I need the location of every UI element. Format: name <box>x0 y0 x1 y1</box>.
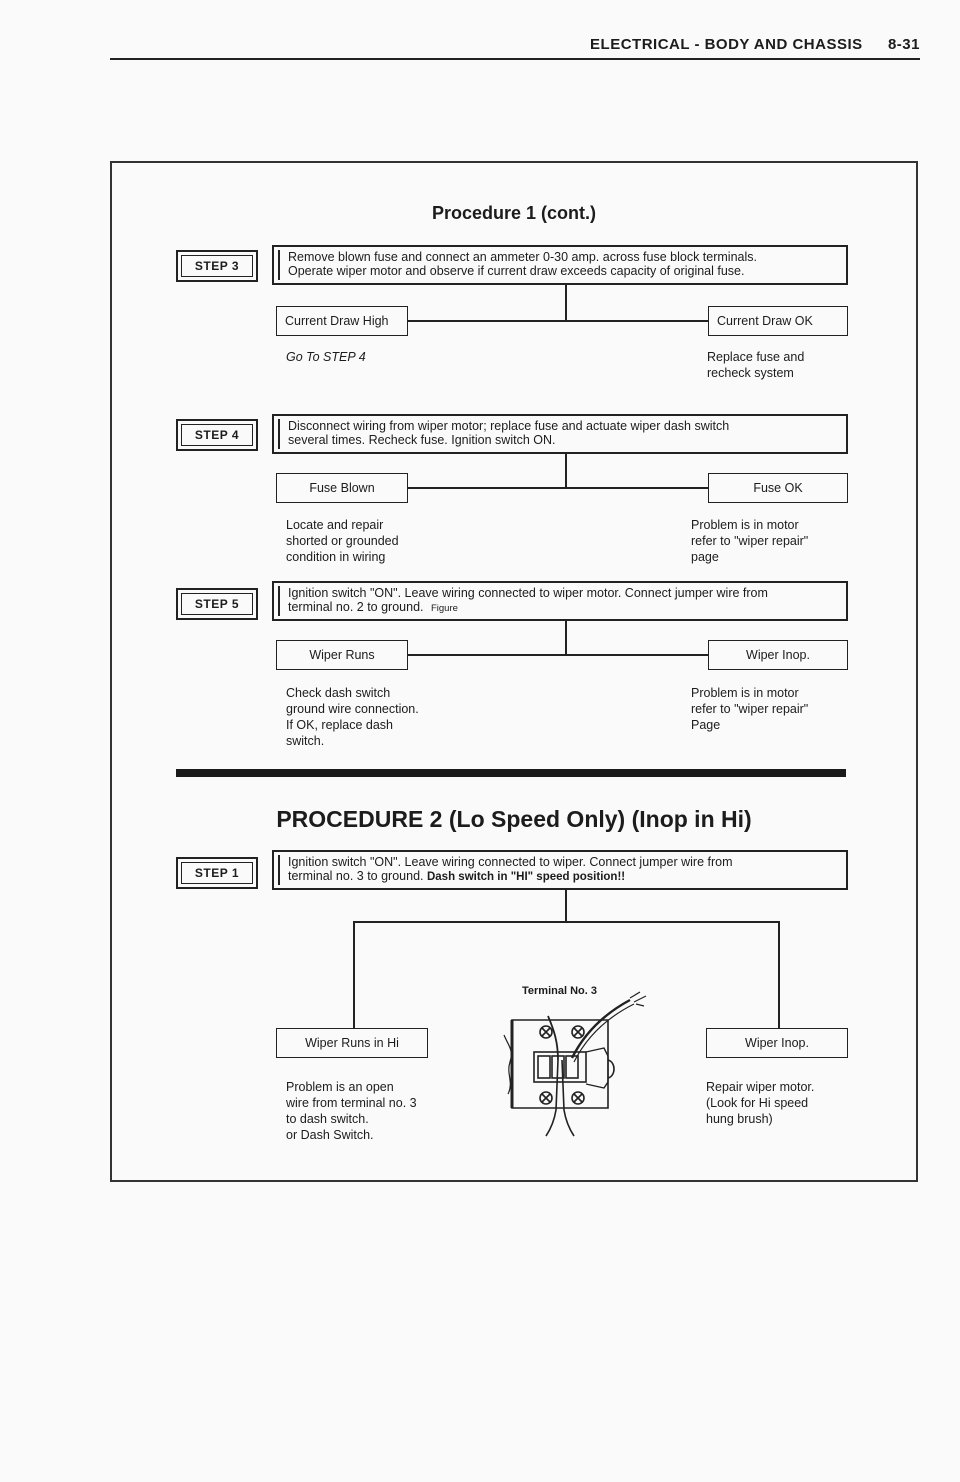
step-5-instruction-line-2: terminal no. 2 to ground. <box>288 600 424 614</box>
step-5-badge <box>176 588 258 620</box>
proc-2-connector-right-drop <box>778 921 780 1029</box>
proc-2-step-1-instruction-emphasis: Dash switch in "HI" speed position!! <box>426 871 626 883</box>
proc-2-step-1-instruction-line-1: Ignition switch "ON". Leave wiring connected to wiper. Connect jumper wire from <box>288 855 733 869</box>
step-3-connector-vertical <box>565 285 567 321</box>
step-4-instruction-line-1: Disconnect wiring from wiper motor; replace fuse and actuate wiper dash switch <box>288 419 730 433</box>
proc-2-connector-vertical <box>565 890 567 922</box>
proc-2-right-result <box>706 1028 848 1058</box>
step-5-right-note: Problem is in motor refer to "wiper repair" Page <box>691 686 809 732</box>
proc-2-connector-horizontal <box>353 921 780 923</box>
step-5-connector-horizontal <box>408 654 708 656</box>
step-4-connector-vertical <box>565 454 567 488</box>
step-3-right-result <box>708 306 848 336</box>
header-title: ELECTRICAL - BODY AND CHASSIS <box>590 36 863 53</box>
step-4-label: STEP 4 <box>181 424 253 446</box>
proc-2-right-result-label: Wiper Inop. <box>745 1036 809 1050</box>
step-4-left-note: Locate and repair shorted or grounded condition in wiring <box>286 518 399 564</box>
step-5-left-result <box>276 640 408 670</box>
procedure-1-title: Procedure 1 (cont.) <box>431 203 597 223</box>
step-4-right-note: Problem is in motor refer to "wiper repair" page <box>691 518 809 564</box>
proc-2-left-result-label: Wiper Runs in Hi <box>305 1036 399 1050</box>
step-4-right-result <box>708 473 848 503</box>
step-5-left-note: Check dash switch ground wire connection. If OK, replace dash switch. <box>286 686 419 748</box>
step-5-right-result-label: Wiper Inop. <box>746 648 810 662</box>
proc-2-step-1-instruction-line-2: terminal no. 3 to ground. <box>288 869 424 883</box>
proc-2-connector-left-drop <box>353 921 355 1029</box>
step-3-right-result-label: Current Draw OK <box>717 314 813 328</box>
step-4-instruction-line-2: several times. Recheck fuse. Ignition switch ON. <box>288 433 556 447</box>
step-5-instruction-line-2-wrap <box>288 600 830 616</box>
proc-2-left-note: Problem is an open wire from terminal no. 3 to dash switch. or Dash Switch. <box>286 1080 417 1142</box>
step-3-left-note: Go To STEP 4 <box>286 350 366 364</box>
step-3-instruction-line-1: Remove blown fuse and connect an ammeter 0-30 amp. across fuse block terminals. <box>288 250 757 264</box>
step-3-right-note: Replace fuse and recheck system <box>707 350 805 380</box>
step-3-left-result <box>276 306 408 336</box>
step-3-instruction <box>272 245 848 285</box>
step-4-connector-horizontal <box>408 487 708 489</box>
step-5-figure-ref: Figure <box>430 603 458 614</box>
proc-2-right-note: Repair wiper motor. (Look for Hi speed hung brush) <box>706 1080 815 1126</box>
jumper-wire <box>548 1016 558 1060</box>
step-3-label: STEP 3 <box>181 255 253 277</box>
step-3-left-result-label: Current Draw High <box>285 314 389 328</box>
proc-2-step-1-badge <box>176 857 258 889</box>
step-4-left-result-label: Fuse Blown <box>309 481 375 495</box>
procedure-2-title: PROCEDURE 2 (Lo Speed Only) (Inop in Hi) <box>276 806 752 832</box>
step-4-instruction <box>272 414 848 454</box>
header-rule <box>110 58 920 60</box>
step-5-left-result-label: Wiper Runs <box>309 648 375 662</box>
proc-2-step-1-instruction-line-2-wrap <box>288 869 830 884</box>
step-4-badge <box>176 419 258 451</box>
terminal-figure-label: Terminal No. 3 <box>522 985 597 997</box>
step-5-label: STEP 5 <box>181 593 253 615</box>
step-5-right-result <box>708 640 848 670</box>
page-header <box>540 36 920 53</box>
proc-2-step-1-instruction <box>272 850 848 890</box>
section-divider <box>176 769 846 777</box>
step-4-left-result <box>276 473 408 503</box>
proc-2-left-result <box>276 1028 428 1058</box>
step-3-instruction-line-2: Operate wiper motor and observe if current draw exceeds capacity of original fuse. <box>288 264 745 278</box>
step-4-right-result-label: Fuse OK <box>753 481 803 495</box>
proc-2-step-1-label: STEP 1 <box>181 862 253 884</box>
step-5-instruction <box>272 581 848 621</box>
step-3-connector-horizontal <box>408 320 708 322</box>
wiper-terminal-figure <box>500 990 650 1140</box>
page-number: 8-31 <box>887 36 920 53</box>
step-5-instruction-line-1: Ignition switch "ON". Leave wiring connected to wiper motor. Connect jumper wire from <box>288 586 768 600</box>
step-5-connector-vertical <box>565 621 567 655</box>
step-3-badge <box>176 250 258 282</box>
